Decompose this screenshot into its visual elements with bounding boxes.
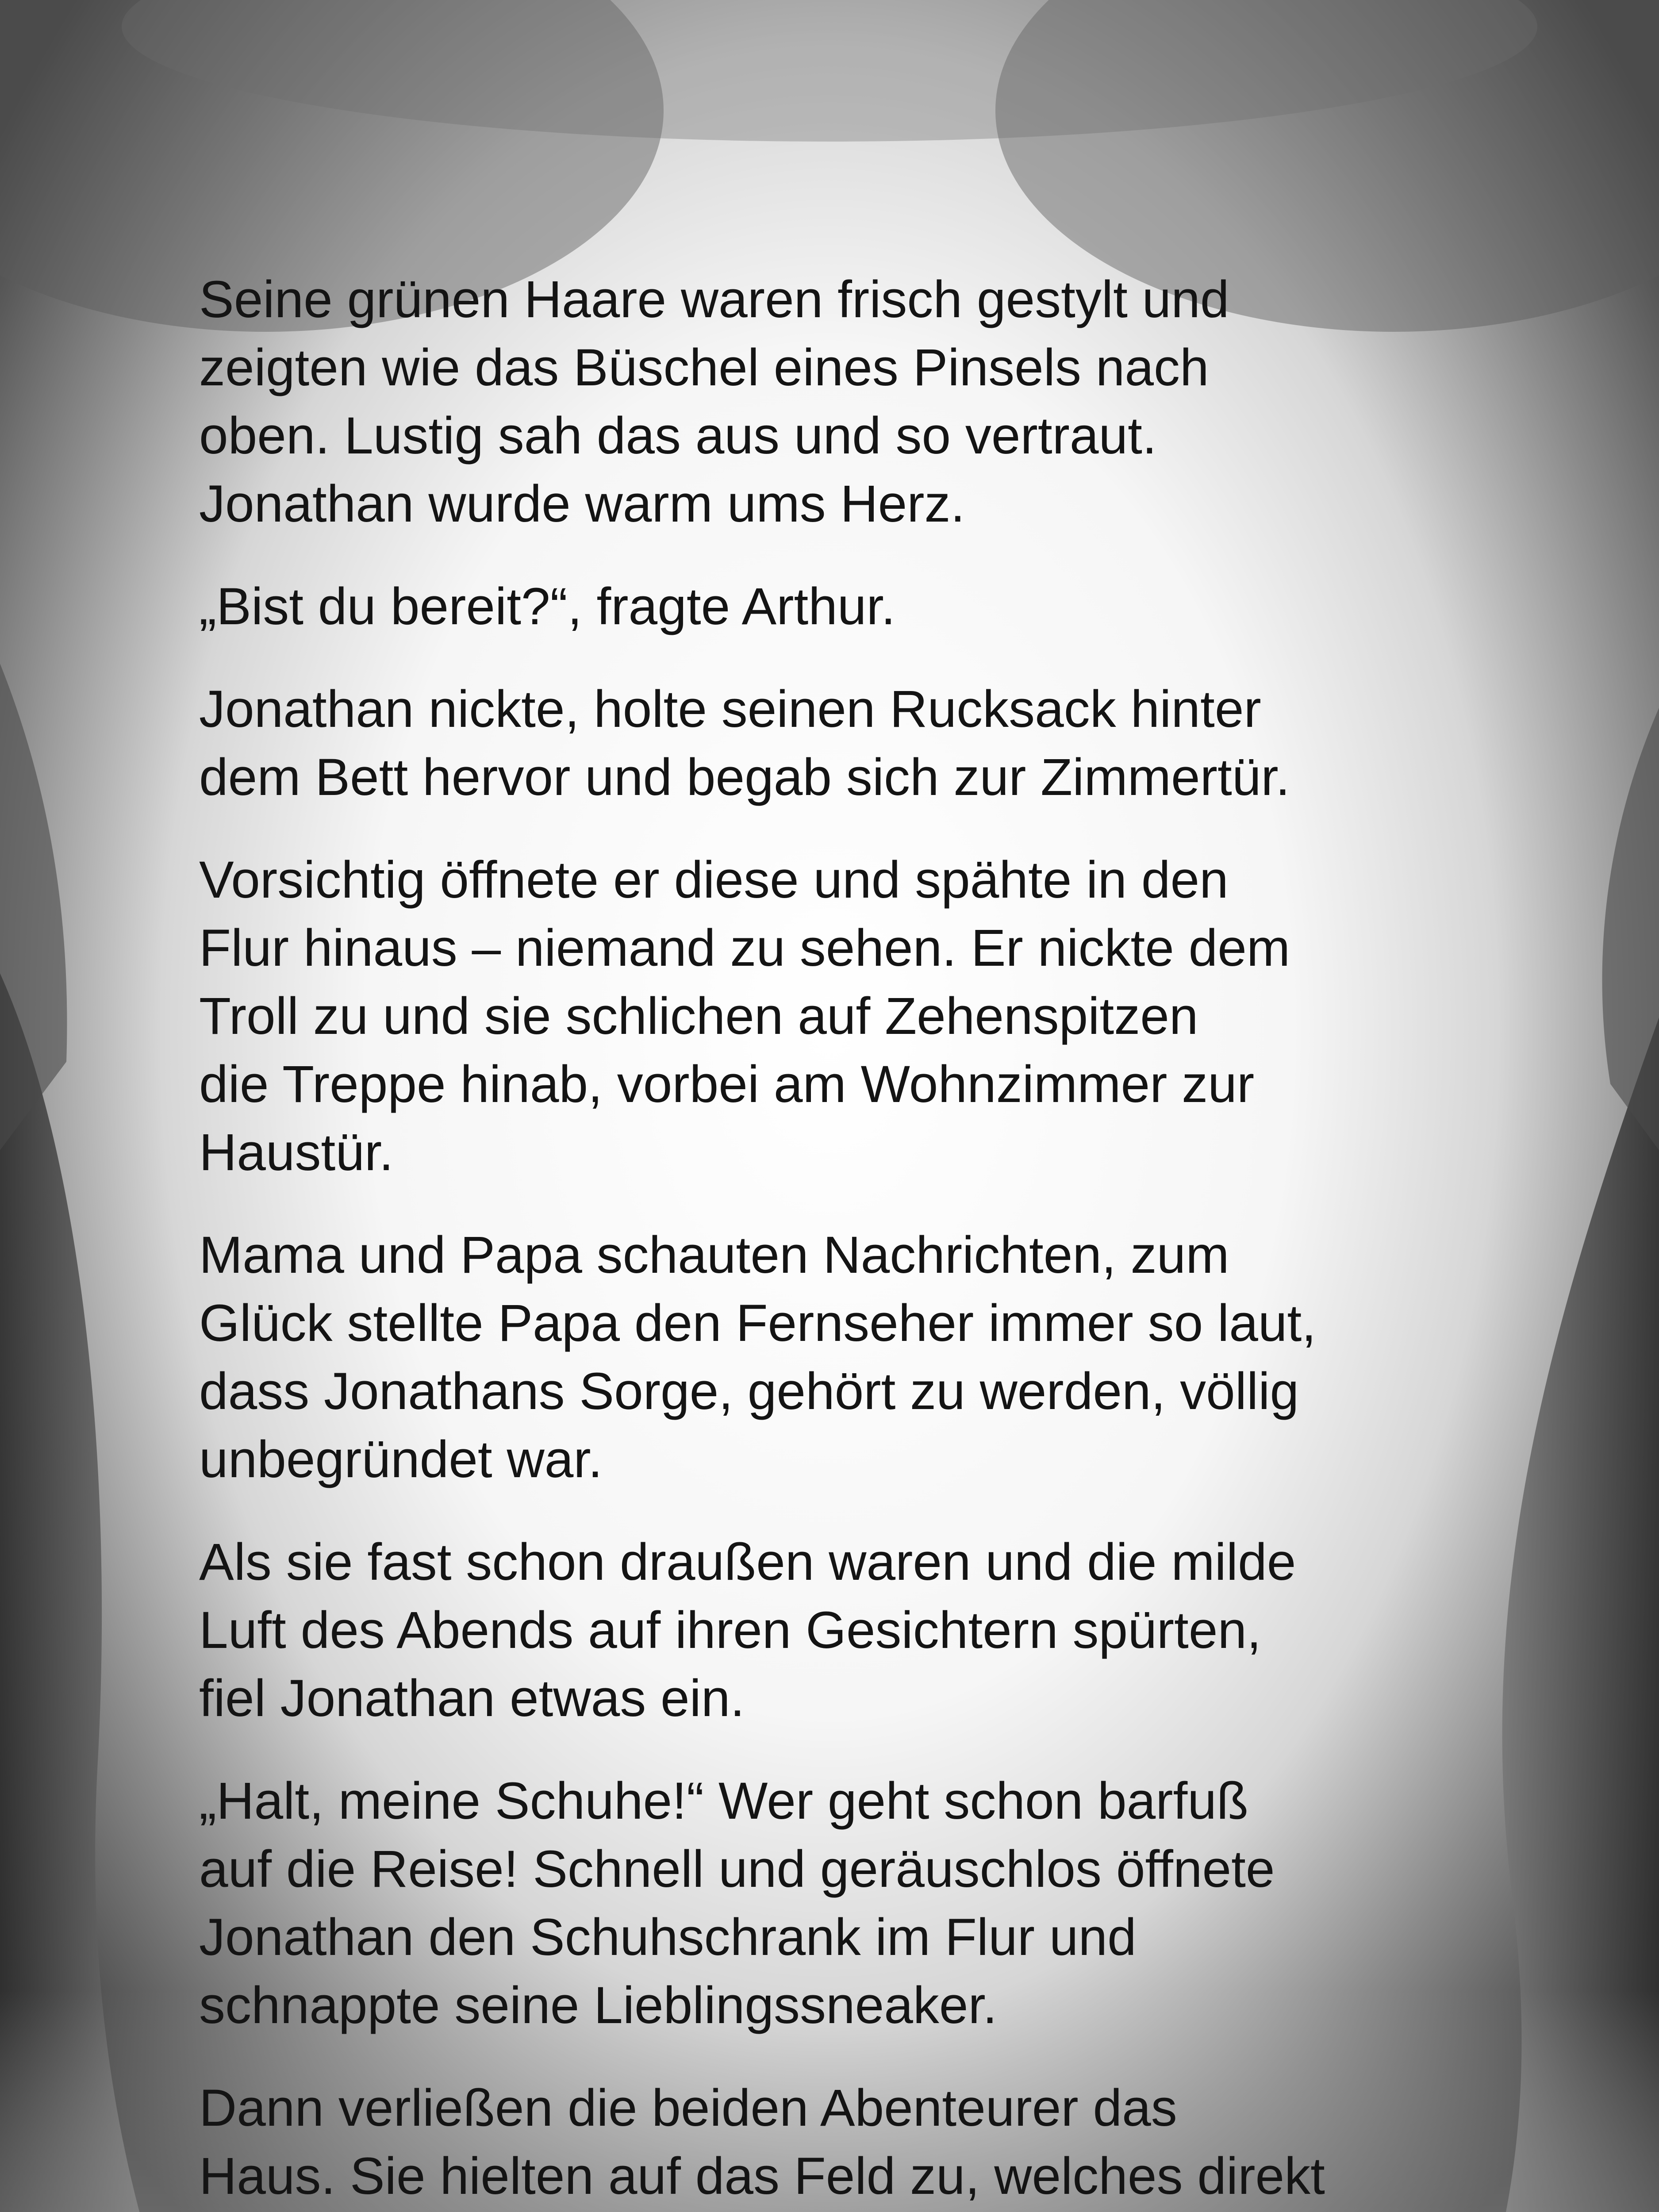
text-line: Seine grünen Haare waren frisch gestylt und [199,270,1229,329]
text-line: Dann verließen die beiden Abenteurer das [199,2079,1177,2137]
text-line: Als sie fast schon draußen waren und die milde [199,1533,1296,1591]
text-line: Mama und Papa schauten Nachrichten, zum [199,1226,1229,1284]
text-line: dem Bett hervor und begab sich zur Zimmertür. [199,748,1290,806]
text-line: fiel Jonathan etwas ein. [199,1669,745,1728]
text-line: Haus. Sie hielten auf das Feld zu, welches direkt [199,2147,1325,2205]
text-line: Vorsichtig öffnete er diese und spähte in den [199,851,1229,909]
text-line: Jonathan nickte, holte seinen Rucksack hinter [199,680,1261,738]
text-line: zeigten wie das Büschel eines Pinsels nach [199,338,1209,397]
paragraph-3 [199,675,1482,811]
paragraph-6 [199,1528,1482,1732]
text-line: auf die Reise! Schnell und geräuschlos öffnete [199,1840,1275,1898]
text-line: schnappte seine Lieblingssneaker. [199,1976,998,2035]
text-line: Flur hinaus – niemand zu sehen. Er nickte dem [199,919,1290,977]
text-line: Jonathan den Schuhschrank im Flur und [199,1908,1137,1966]
text-line: dass Jonathans Sorge, gehört zu werden, völlig [199,1362,1299,1421]
text-line: Luft des Abends auf ihren Gesichtern spürten, [199,1601,1261,1659]
text-line: die Treppe hinab, vorbei am Wohnzimmer zur [199,1055,1255,1114]
text-line: Glück stellte Papa den Fernseher immer so laut, [199,1294,1317,1352]
text-line: „Bist du bereit?“, fragte Arthur. [199,577,896,636]
story-text [199,265,1482,2212]
text-line: Jonathan wurde warm ums Herz. [199,475,965,533]
paragraph-1 [199,265,1482,538]
paragraph-4 [199,846,1482,1187]
text-line: unbegründet war. [199,1430,603,1489]
text-line: oben. Lustig sah das aus und so vertraut. [199,407,1157,465]
text-line: Haustür. [199,1123,394,1182]
paragraph-8 [199,2074,1482,2210]
paragraph-2 [199,572,1482,641]
paragraph-5 [199,1221,1482,1494]
paragraph-7 [199,1767,1482,2039]
text-line: Troll zu und sie schlichen auf Zehenspitzen [199,987,1198,1045]
text-line: „Halt, meine Schuhe!“ Wer geht schon barfuß [199,1772,1249,1830]
